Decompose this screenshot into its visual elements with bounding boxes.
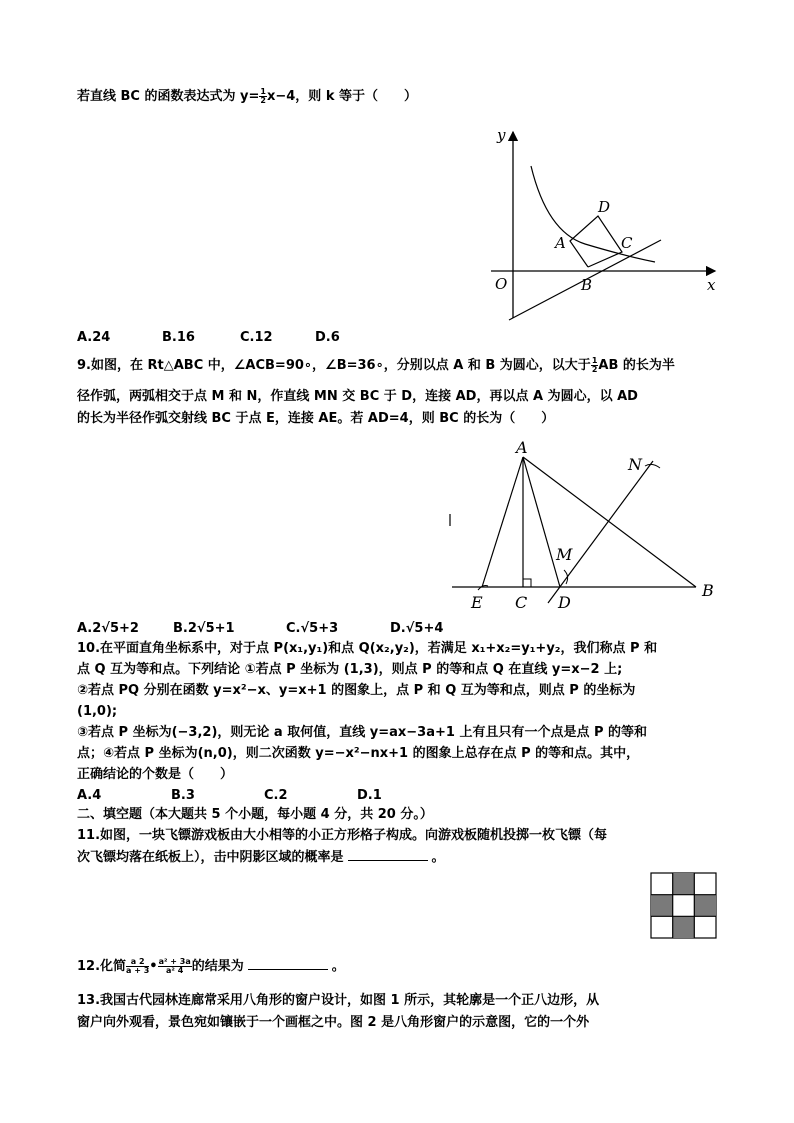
q9-figure bbox=[440, 440, 730, 615]
q8-label-d: D bbox=[598, 198, 611, 216]
q9-option-c: C.√5+3 bbox=[286, 621, 339, 636]
q10-line1: 10.在平面直角坐标系中，对于点 P(x₁,y₁)和点 Q(x₂,y₂)，若满足 x₁+x₂=y₁+y₂，我们称点 P 和 bbox=[77, 641, 658, 656]
q9-right-angle bbox=[523, 579, 531, 587]
q10-line5: ③若点 P 坐标为(−3,2)，则无论 a 取何值，直线 y=ax−3a+1 上有且只有一个点是点 P 的等和 bbox=[77, 725, 648, 740]
section2-title: 二、填空题（本大题共 5 个小题，每小题 4 分，共 20 分。） bbox=[77, 807, 433, 822]
q9-stem-line3: 的长为半径作弧交射线 BC 于点 E，连接 AE。若 AD=4，则 BC 的长为（ ） bbox=[77, 411, 555, 426]
q8-label-a: A bbox=[555, 234, 566, 252]
q10-line7: 正确结论的个数是（ ） bbox=[77, 767, 234, 782]
q9-arc-m bbox=[564, 570, 568, 584]
q9-arc-e bbox=[478, 586, 488, 591]
q9-label-c: C bbox=[515, 593, 528, 612]
q10-line4: (1,0); bbox=[77, 704, 118, 719]
q10-line6: 点；④若点 P 坐标为(n,0)，则二次函数 y=−x²−nx+1 的图象上总存在点 P 的等和点。其中， bbox=[77, 746, 640, 761]
q8-option-d: D.6 bbox=[315, 330, 340, 345]
q10-option-d: D.1 bbox=[357, 788, 382, 803]
q9-label-m: M bbox=[556, 545, 573, 564]
q8-stem: 若直线 BC 的函数表达式为 y= $\frac{1}{2}$ x−4，则 k 等于（ ） bbox=[77, 87, 418, 105]
q9-label-d: D bbox=[558, 593, 571, 612]
q12-expression: 12.化简 $\frac{a 2}{a + 3}$ • $\frac{\text{a² + 3a}}{\text{a² 4}}$ 的结果为 。 bbox=[77, 957, 345, 975]
q11-dart-board bbox=[650, 872, 717, 939]
q11-answer-blank bbox=[348, 848, 428, 861]
q8-label-b: B bbox=[581, 276, 593, 294]
q9-label-b: B bbox=[702, 581, 714, 600]
q8-label-o: O bbox=[495, 275, 508, 293]
q8-option-b: B.16 bbox=[162, 330, 195, 345]
q11-line1: 11.如图，一块飞镖游戏板由大小相等的小正方形格子构成。向游戏板随机投掷一枚飞镖（每 bbox=[77, 828, 608, 843]
q10-option-c: C.2 bbox=[264, 788, 288, 803]
q8-label-c: C bbox=[621, 234, 633, 252]
q9-label-a: A bbox=[516, 440, 528, 457]
q9-label-e: E bbox=[471, 593, 483, 612]
q9-option-d: D.√5+4 bbox=[390, 621, 444, 636]
q8-label-x: x bbox=[707, 276, 716, 294]
q12-answer-blank bbox=[248, 957, 328, 970]
q9-arc-n bbox=[645, 464, 660, 468]
q9-line-mn bbox=[548, 461, 653, 603]
q9-segment-ad bbox=[523, 457, 560, 587]
q8-label-y: y bbox=[497, 126, 506, 144]
q13-line1: 13.我国古代园林连廊常采用八角形的窗户设计，如图 1 所示，其轮廓是一个正八边形，从 bbox=[77, 993, 600, 1008]
q8-figure bbox=[485, 122, 725, 327]
q13-line2: 窗户向外观看，景色宛如镶嵌于一个画框之中。图 2 是八角形窗户的示意图，它的一个外 bbox=[77, 1015, 590, 1030]
q11-line2: 次飞镖均落在纸板上），击中阴影区域的概率是 。 bbox=[77, 850, 445, 865]
q9-option-a: A.2√5+2 bbox=[77, 621, 139, 636]
q8-option-a: A.24 bbox=[77, 330, 111, 345]
q8-hyperbola bbox=[531, 166, 655, 262]
q9-option-b: B.2√5+1 bbox=[173, 621, 235, 636]
q10-option-b: B.3 bbox=[171, 788, 195, 803]
q10-line2: 点 Q 互为等和点。下列结论 ①若点 P 坐标为 (1,3)，则点 P 的等和点 Q 在直线 y=x−2 上; bbox=[77, 662, 623, 677]
q10-option-a: A.4 bbox=[77, 788, 102, 803]
q9-segment-ab bbox=[523, 457, 696, 587]
q10-line3: ②若点 PQ 分别在函数 y=x²−x、y=x+1 的图象上，点 P 和 Q 互为等和点，则点 P 的坐标为 bbox=[77, 683, 636, 698]
q8-option-c: C.12 bbox=[240, 330, 273, 345]
q9-stem-line1: 9.如图，在 Rt△ABC 中，∠ACB=90∘，∠B=36∘，分别以点 A 和 B 为圆心，以大于 $\frac{1}{2}$ AB 的长为半 bbox=[77, 356, 675, 374]
q9-label-n: N bbox=[628, 455, 642, 474]
q9-segment-ae bbox=[482, 457, 523, 587]
q9-stem-line2: 径作弧，两弧相交于点 M 和 N，作直线 MN 交 BC 于 D，连接 AD，再以点 A 为圆心，以 AD bbox=[77, 389, 638, 404]
